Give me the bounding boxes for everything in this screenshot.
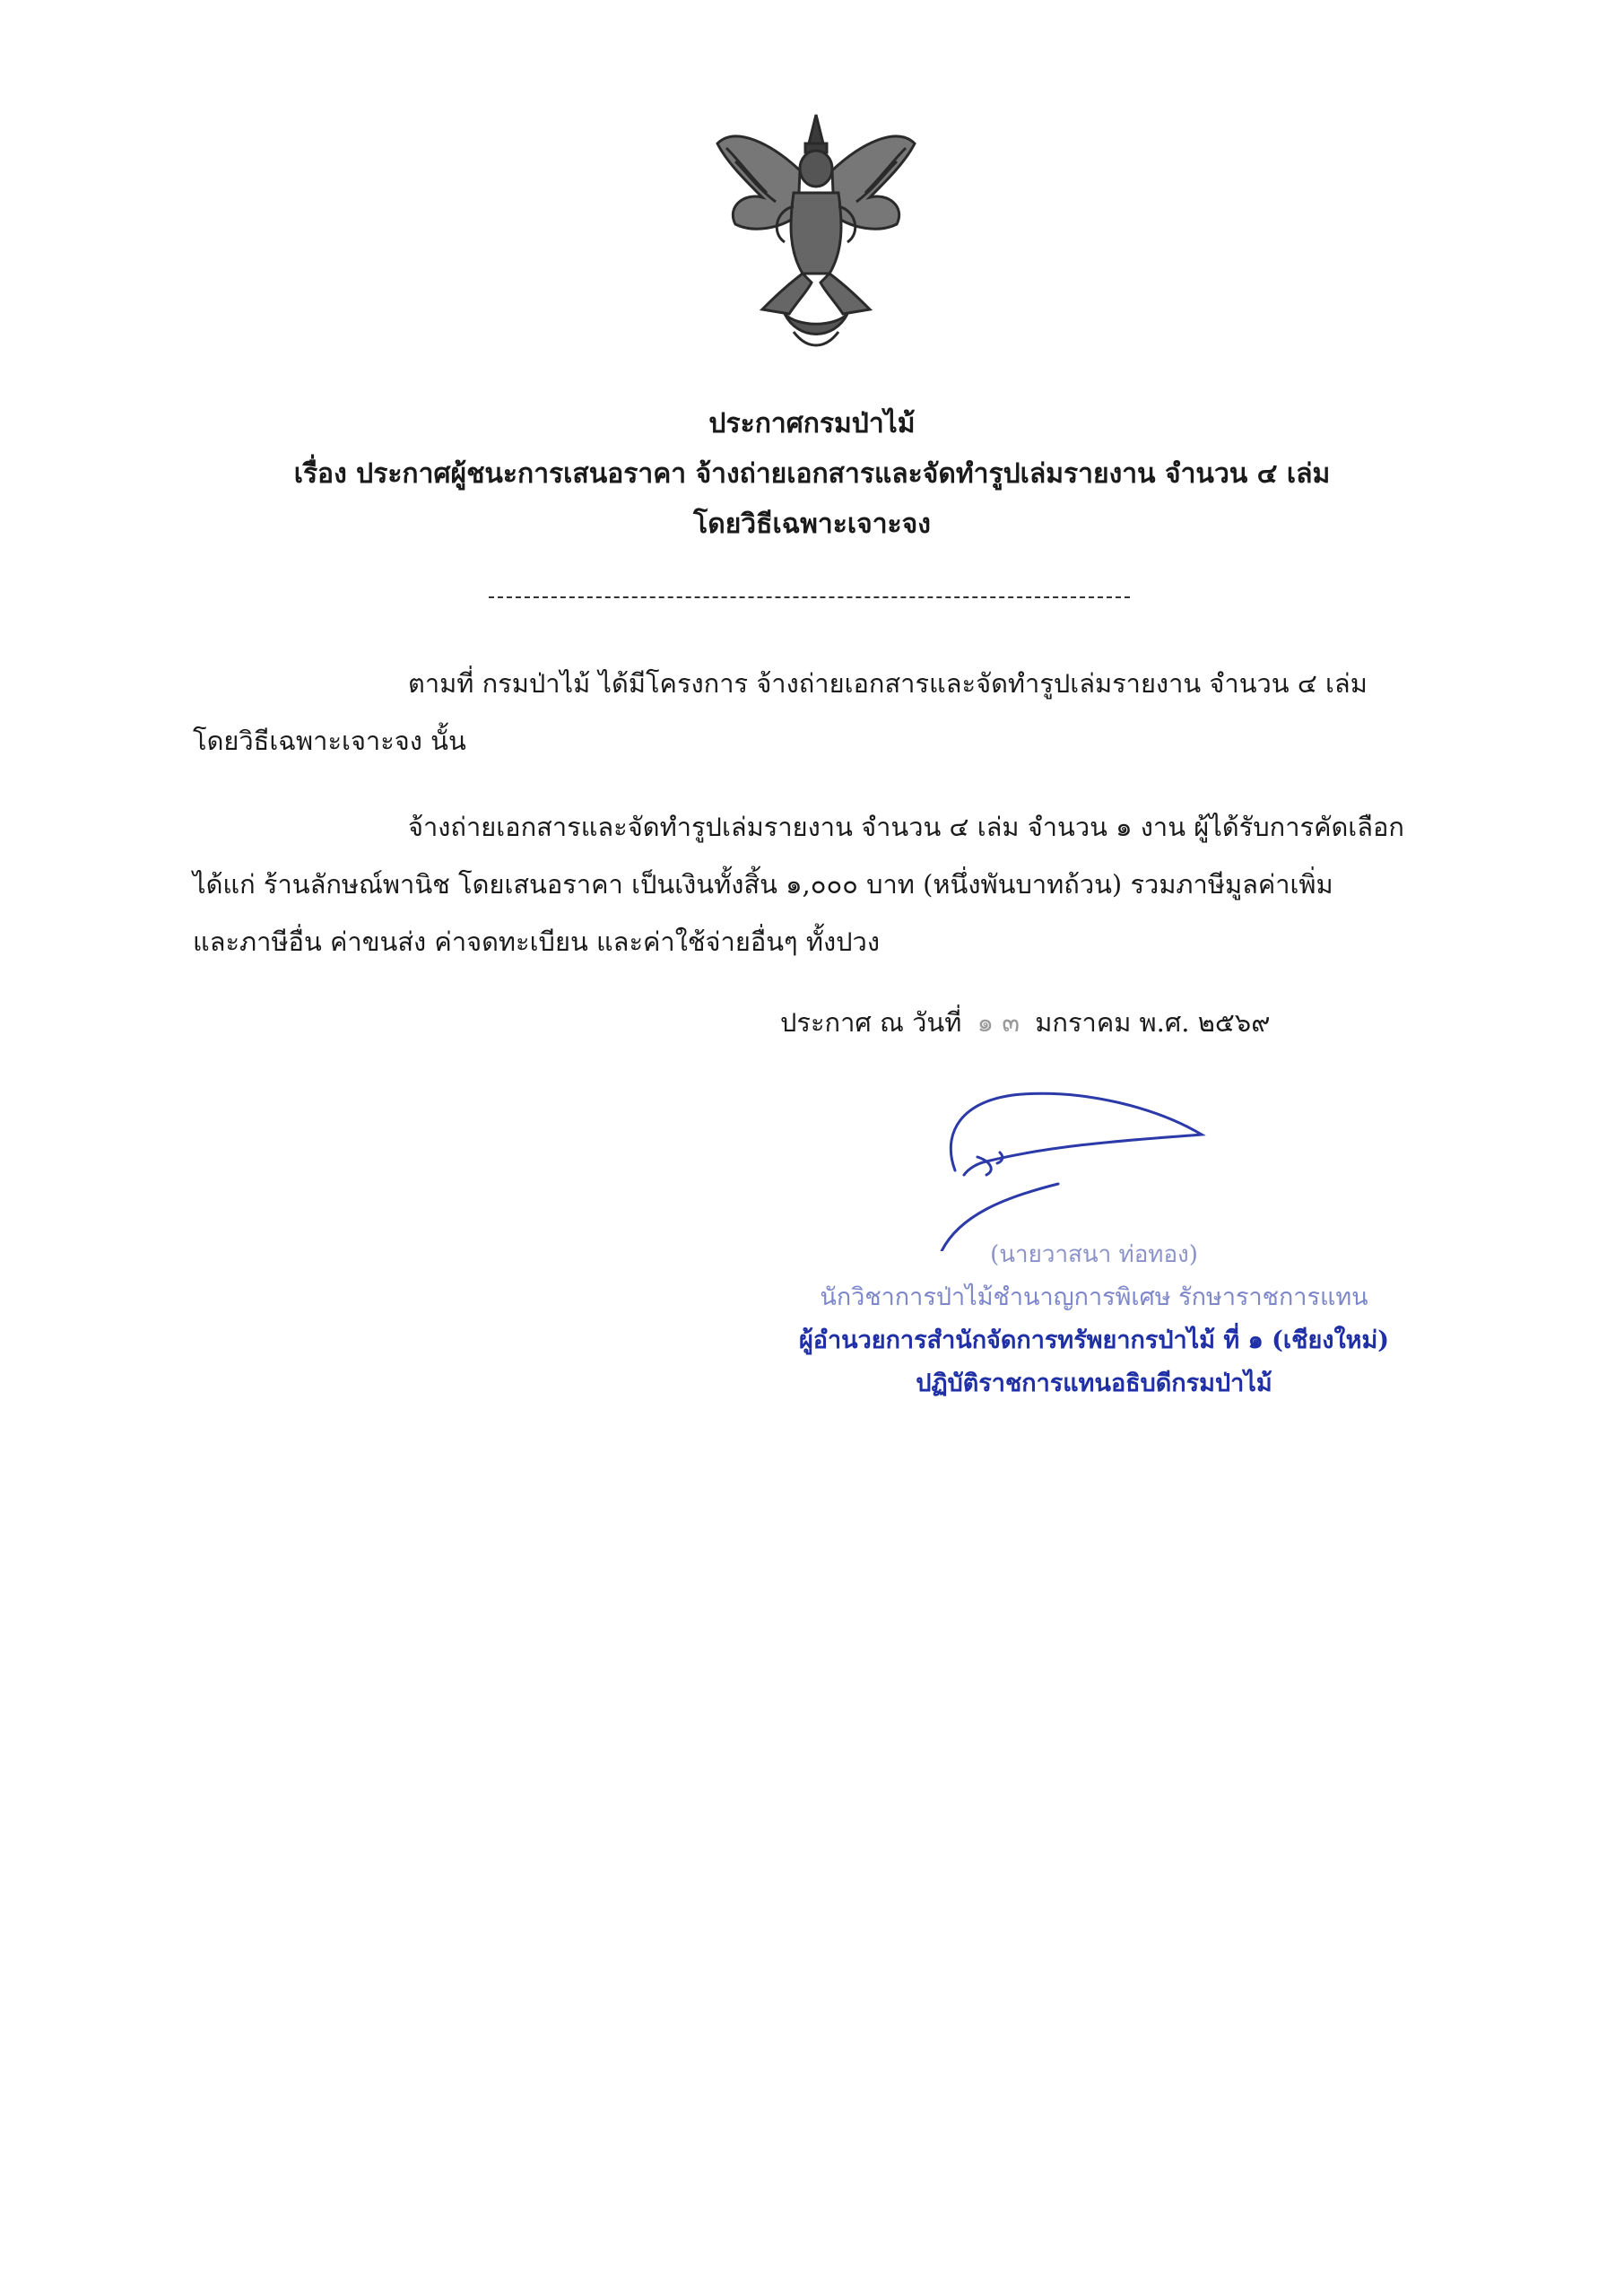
paragraph-project-line-1: ตามที่ กรมป่าไม้ ได้มีโครงการ จ้างถ่ายเอกสารและจัดทำรูปเล่มรายงาน จำนวน ๔ เล่ม	[408, 668, 1368, 699]
garuda-emblem-icon	[699, 108, 933, 359]
title-line-1: ประกาศกรมป่าไม้	[708, 408, 916, 439]
paragraph-project	[193, 655, 1435, 770]
announcement-date	[780, 996, 1270, 1049]
handwritten-signature	[924, 1072, 1220, 1251]
date-day: ๑ ๓	[977, 1007, 1020, 1038]
signer-position-3: ปฏิบัติราชการแทนอธิบดีกรมป่าไม้	[916, 1370, 1272, 1397]
title-line-2: เรื่อง ประกาศผู้ชนะการเสนอราคา จ้างถ่ายเอกสารและจัดทำรูปเล่มรายงาน จำนวน ๔ เล่ม	[293, 458, 1331, 490]
signer-position-1: นักวิชาการป่าไม้ชำนาญการพิเศษ รักษาราชการแทน	[820, 1283, 1368, 1311]
paragraph-winner-line-2: ได้แก่ ร้านลักษณ์พานิช โดยเสนอราคา เป็นเงินทั้งสิ้น ๑,๐๐๐ บาท (หนึ่งพันบาทถ้วน) รวมภาษีมูลค่าเพิ่ม	[193, 869, 1333, 900]
paragraph-winner-line-1: จ้างถ่ายเอกสารและจัดทำรูปเล่มรายงาน จำนวน ๔ เล่ม จำนวน ๑ งาน ผู้ได้รับการคัดเลือก	[408, 812, 1404, 842]
date-prefix: ประกาศ ณ วันที่	[780, 1007, 962, 1038]
signer-position-2: ผู้อำนวยการสำนักจัดการทรัพยากรป่าไม้ ที่ ๑ (เชียงใหม่)	[798, 1326, 1390, 1354]
paragraph-project-line-2: โดยวิธีเฉพาะเจาะจง นั้น	[193, 726, 466, 756]
signature-block	[735, 1233, 1453, 1405]
date-month-year: มกราคม พ.ศ. ๒๕๖๙	[1035, 1007, 1271, 1038]
title-divider	[489, 596, 1130, 598]
signer-name: (นายวาสนา ท่อทอง)	[990, 1241, 1198, 1268]
title-line-3: โดยวิธีเฉพาะเจาะจง	[693, 509, 931, 540]
paragraph-winner-line-3: และภาษีอื่น ค่าขนส่ง ค่าจดทะเบียน และค่าใช้จ่ายอื่นๆ ทั้งปวง	[193, 926, 880, 957]
announcement-title	[0, 399, 1624, 550]
paragraph-winner	[193, 798, 1435, 970]
